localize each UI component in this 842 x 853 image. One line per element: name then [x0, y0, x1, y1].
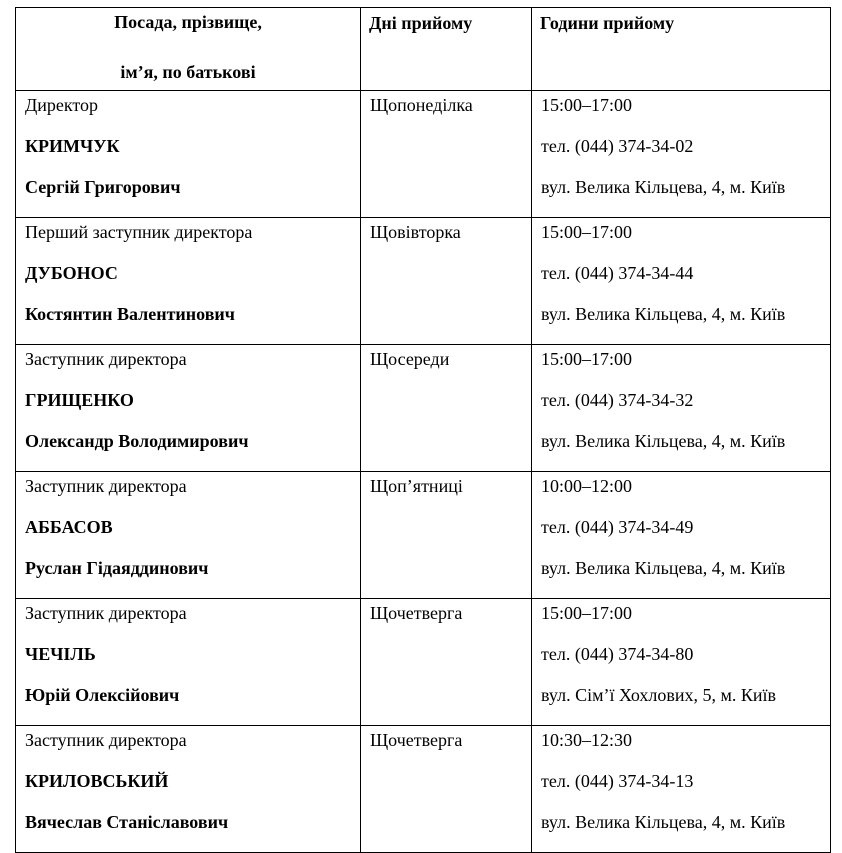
position-title: Заступник директора [25, 349, 187, 369]
official-cell [16, 345, 361, 472]
official-cell [16, 472, 361, 599]
info-cell [532, 218, 831, 345]
reception-day: Щопонеділка [370, 95, 473, 115]
header-position-line1: Посада, прізвище, [114, 12, 262, 32]
day-cell [361, 472, 532, 599]
official-cell [16, 599, 361, 726]
table-row [16, 726, 831, 853]
header-days-label: Дні прийому [369, 13, 473, 33]
official-cell [16, 218, 361, 345]
reception-day: Щочетверга [370, 603, 463, 623]
address: вул. Велика Кільцева, 4, м. Київ [541, 177, 786, 197]
day-cell [361, 726, 532, 853]
reception-day: Щосереди [370, 349, 450, 369]
info-cell [532, 345, 831, 472]
given-names: Руслан Гідаяддинович [25, 558, 209, 578]
phone-number: тел. (044) 374-34-80 [541, 644, 694, 664]
reception-hours: 10:30–12:30 [541, 730, 633, 750]
position-title: Перший заступник директора [25, 222, 253, 242]
phone-number: тел. (044) 374-34-02 [541, 136, 694, 156]
position-title: Заступник директора [25, 603, 187, 623]
header-position-line2: ім’я, по батькові [120, 62, 256, 82]
address: вул. Велика Кільцева, 4, м. Київ [541, 558, 786, 578]
phone-number: тел. (044) 374-34-44 [541, 263, 694, 283]
table-row [16, 599, 831, 726]
reception-day: Щоп’ятниці [370, 476, 463, 496]
position-title: Заступник директора [25, 730, 187, 750]
table-row [16, 91, 831, 218]
given-names: Сергій Григорович [25, 177, 181, 197]
reception-day: Щовівторка [370, 222, 461, 242]
reception-hours: 15:00–17:00 [541, 349, 633, 369]
reception-day: Щочетверга [370, 730, 463, 750]
given-names: Костянтин Валентинович [25, 304, 235, 324]
surname: КРИЛОВСЬКИЙ [25, 771, 169, 791]
table-row [16, 472, 831, 599]
surname: ДУБОНОС [25, 263, 118, 283]
address: вул. Велика Кільцева, 4, м. Київ [541, 431, 786, 451]
info-cell [532, 599, 831, 726]
header-hours [532, 8, 831, 91]
reception-hours: 15:00–17:00 [541, 603, 633, 623]
phone-number: тел. (044) 374-34-32 [541, 390, 694, 410]
info-cell [532, 726, 831, 853]
address: вул. Велика Кільцева, 4, м. Київ [541, 304, 786, 324]
surname: ГРИЩЕНКО [25, 390, 134, 410]
day-cell [361, 345, 532, 472]
info-cell [532, 91, 831, 218]
address: вул. Сім’ї Хохлових, 5, м. Київ [541, 685, 777, 705]
table-row [16, 218, 831, 345]
given-names: Олександр Володимирович [25, 431, 249, 451]
header-row [16, 8, 831, 91]
header-hours-label: Години прийому [540, 13, 675, 33]
reception-hours: 15:00–17:00 [541, 95, 633, 115]
table-row [16, 345, 831, 472]
surname: АББАСОВ [25, 517, 113, 537]
phone-number: тел. (044) 374-34-49 [541, 517, 694, 537]
position-title: Заступник директора [25, 476, 187, 496]
reception-hours: 15:00–17:00 [541, 222, 633, 242]
surname: КРИМЧУК [25, 136, 120, 156]
day-cell [361, 599, 532, 726]
position-title: Директор [25, 95, 99, 115]
phone-number: тел. (044) 374-34-13 [541, 771, 694, 791]
given-names: Вячеслав Станіславович [25, 812, 229, 832]
reception-schedule-table [15, 7, 831, 853]
address: вул. Велика Кільцева, 4, м. Київ [541, 812, 786, 832]
given-names: Юрій Олексійович [25, 685, 180, 705]
info-cell [532, 472, 831, 599]
surname: ЧЕЧІЛЬ [25, 644, 96, 664]
official-cell [16, 91, 361, 218]
day-cell [361, 218, 532, 345]
reception-hours: 10:00–12:00 [541, 476, 633, 496]
day-cell [361, 91, 532, 218]
header-position-name [16, 8, 361, 91]
header-days [361, 8, 532, 91]
official-cell [16, 726, 361, 853]
